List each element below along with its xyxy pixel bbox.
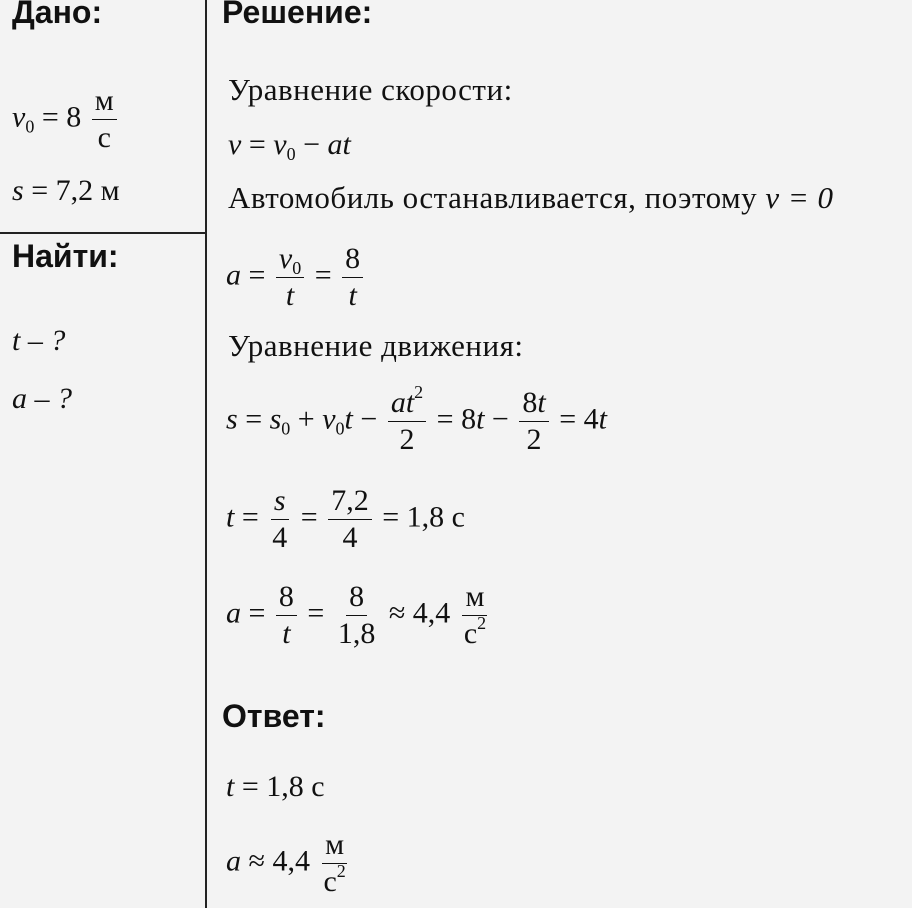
given-header: Дано: [12, 0, 103, 30]
v-subscript: 0 [25, 116, 35, 137]
solution-header: Решение: [222, 0, 373, 30]
given-find-divider [0, 232, 206, 234]
acceleration-result: ≈ 4,4 [388, 596, 451, 630]
v0-unit: $\frac{м}{с}$ [92, 86, 117, 153]
answer-t: t = 1,8 с [226, 770, 325, 803]
find-a: a – ? [12, 382, 72, 415]
stop-condition: v = 0 [765, 180, 834, 215]
car-stops-line: Автомобиль останавливается, поэтому v = 0 [228, 180, 834, 215]
s-value: = 7,2 м [31, 174, 120, 207]
column-divider [205, 0, 207, 908]
time-result: = 1,8 с [382, 500, 465, 534]
answer-a-unit: $\frac{м}{с^2}$ [323, 828, 346, 898]
acceleration-expression: a = $\frac{v_0}{t}$ = $\frac{8}{t}$ [226, 244, 366, 311]
time-calculation: t = $\frac{s}{4}$ = $\frac{7,2}{4}$ = 1,8 с [226, 484, 465, 554]
find-t: t – ? [12, 324, 66, 357]
v0-value: = 8 [41, 100, 82, 134]
velocity-equation-title: Уравнение скорости: [228, 72, 513, 107]
motion-equation-title: Уравнение движения: [228, 328, 524, 363]
v-symbol: v [12, 100, 26, 134]
answer-a: a ≈ 4,4 $\frac{м}{с^2}$ [226, 830, 352, 897]
velocity-equation: $v = v_0$ − at [228, 128, 351, 164]
given-v0 [12, 86, 120, 153]
given-s: s = 7,2 м [12, 174, 120, 207]
answer-header: Ответ: [222, 698, 326, 734]
find-header: Найти: [12, 238, 119, 274]
acceleration-calculation: a = $\frac{8}{t}$ = $\frac{8}{1,8}$ ≈ 4,4 $\frac{м}{с^2}$ [226, 580, 487, 650]
motion-equation: $s = s_0 + v_0t$ − $\frac{at^2}{2}$ = 8t − $\frac{8t}{2}$ = 4t [226, 382, 607, 456]
